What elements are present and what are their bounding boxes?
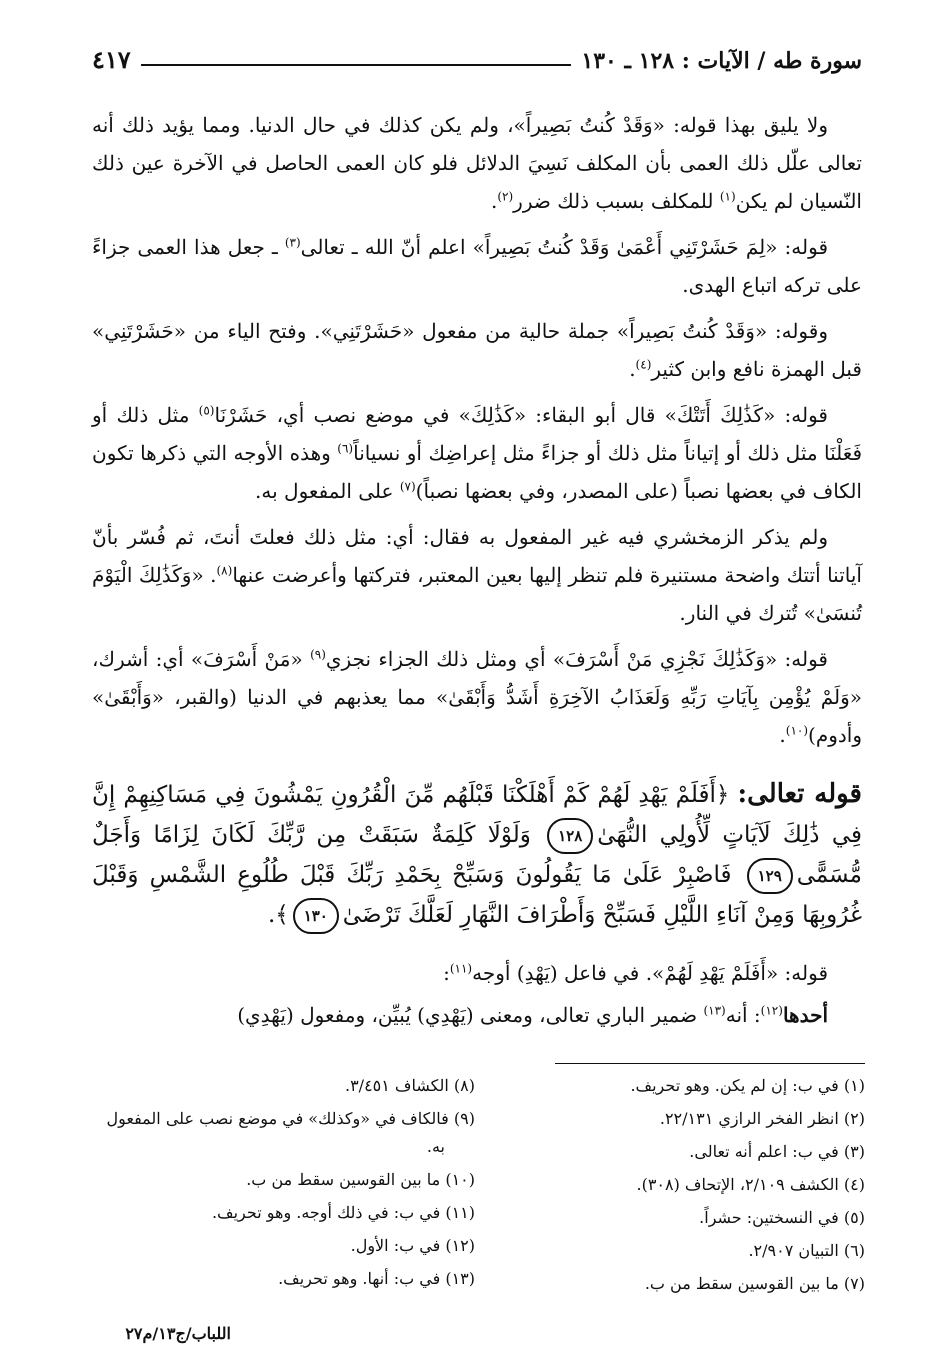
footnote: (١) في ب: إن لم يكن. وهو تحريف. bbox=[630, 1076, 865, 1095]
verse-text: فَاصْبِرْ عَلَىٰ مَا يَقُولُونَ وَسَبِّحْ بِحَمْدِ رَبِّكَ قَبْلَ طُلُوعِ الشَّمْسِ وَقَبْلَ غُرُوبِهَا وَمِنْ آنَاءِ اللَّيْلِ فَسَبِّحْ وَأَطْرَافَ النَّهَارِ لَعَلَّكَ تَرْضَىٰ bbox=[92, 862, 862, 928]
footnotes-right-column bbox=[495, 1072, 865, 1303]
page-number: ٤١٧ bbox=[92, 45, 131, 74]
footnote-ref: (١١) bbox=[449, 961, 473, 976]
verse-text: وَلَوْلَا كَلِمَةٌ سَبَقَتْ مِن رَّبِّكَ لَكَانَ لِزَامًا وَأَجَلٌ مُّسَمًّى bbox=[92, 822, 862, 888]
footnote-ref: (١) bbox=[719, 189, 736, 204]
footnote-ref: (٤) bbox=[635, 357, 652, 372]
paragraph-4: قوله: «كَذَٰلِكَ أَتَتْكَ» قال أبو البقاء: «كَذَٰلِكَ» في موضع نصب أي، حَشَرْنَا$^{(٥)}$ مثل ذلك أو فَعَلْنَا مثل ذلك أو إتياناً مثل ذلك أو جزاءً مثل إعراضِك أو نسياناً$^{(٦)}$ وهذه الأوجه التي ذكرها تكون الكاف في بعضها نصباً (على المصدر، وفي بعضها نصباً)$^{(٧)}$ على المفعول به. bbox=[92, 403, 862, 503]
footnote-ref: (٩) bbox=[310, 647, 326, 662]
signature-mark: اللباب/ج١٣/م٢٧ bbox=[125, 1324, 231, 1343]
paragraph-8: أحدها$^{(١٢)}$: أنه$^{(١٣)}$ ضمير الباري تعالى، ومعنى (يَهْدِي) يُبيِّن، ومفعول (يَهْدِي) bbox=[237, 1003, 828, 1027]
footnote-ref: (٧) bbox=[399, 479, 416, 494]
footnote-ref: (١٢) bbox=[760, 1003, 783, 1018]
footnote: (٢) انظر الفخر الرازي ٢٢/١٣١. bbox=[659, 1109, 865, 1128]
footnote: (٧) ما بين القوسين سقط من ب. bbox=[644, 1274, 865, 1293]
footnote-ref: (٥) bbox=[198, 403, 215, 418]
footnote: (١٣) في ب: أنها. وهو تحريف. bbox=[278, 1269, 475, 1288]
paragraph-3: وقوله: «وَقَدْ كُنتُ بَصِيراً» جملة حالية من مفعول «حَشَرْتَنِي». وفتح الياء من «حَشَرْتَنِي» قبل الهمزة نافع وابن كثير$^{(٤)}$. bbox=[92, 319, 862, 381]
verse-close: ﴾. bbox=[267, 902, 289, 928]
paragraph-7: قوله: «أَفَلَمْ يَهْدِ لَهُمْ». في فاعل (يَهْدِ) أوجه$^{(١١)}$: bbox=[443, 961, 828, 985]
footnote: (٣) في ب: اعلم أنه تعالى. bbox=[689, 1142, 865, 1161]
footnote-ref: (١٠) bbox=[785, 723, 809, 738]
footnote: (١٠) ما بين القوسين سقط من ب. bbox=[246, 1170, 475, 1189]
footnote: (٦) التبيان ٢/٩٠٧. bbox=[748, 1241, 865, 1260]
header-rule bbox=[141, 64, 572, 66]
verse-number-marker: ١٣٠ bbox=[293, 898, 339, 934]
commentary-text bbox=[92, 954, 862, 1038]
footnote-ref: (٢) bbox=[497, 189, 514, 204]
footnote: (٨) الكشاف ٣/٤٥١. bbox=[344, 1076, 475, 1095]
paragraph-2: قوله: «لِمَ حَشَرْتَنِي أَعْمَىٰ وَقَدْ كُنتُ بَصِيراً» اعلم أنّ الله ـ تعالى$^{(٣)}$ ـ جعل هذا العمى جزاءً على تركه اتباع الهدى. bbox=[92, 235, 862, 297]
paragraph-5: ولم يذكر الزمخشري فيه غير المفعول به فقال: أي: مثل ذلك فعلتَ أنتَ، ثم فُسّر بأنّ آياتنا أتتك واضحة مستنيرة فلم تنظر إليها بعين المعتبر، فتركتها وأعرضت عنها$^{(٨)}$. «وَكَذَٰلِكَ الْيَوْمَ تُنسَىٰ» تُترك في النار. bbox=[92, 525, 862, 625]
footnote: (٩) فالكاف في «وكذلك» في موضع نصب على المفعول به. bbox=[106, 1109, 475, 1156]
verse-text: ﴿أَفَلَمْ يَهْدِ لَهُمْ كَمْ أَهْلَكْنَا قَبْلَهُم مِّنَ الْقُرُونِ يَمْشُونَ فِي مَسَاكِنِهِمْ إِنَّ فِي ذَٰلِكَ لَآيَاتٍ لِّأُولِي النُّهَىٰ bbox=[92, 782, 863, 848]
footnote-ref: (٦) bbox=[337, 441, 354, 456]
page-header bbox=[92, 30, 862, 74]
verse-number-marker: ١٢٨ bbox=[547, 818, 593, 854]
quran-verse-block bbox=[92, 774, 862, 935]
footnote: (١١) في ب: في ذلك أوجه. وهو تحريف. bbox=[211, 1203, 475, 1222]
paragraph-6: قوله: «وَكَذَٰلِكَ نَجْزِي مَنْ أَسْرَفَ» أي ومثل ذلك الجزاء نجزي$^{(٩)}$ «مَنْ أَسْرَفَ» أي: أشرك، «وَلَمْ يُؤْمِن بِآيَاتِ رَبِّهِ وَلَعَذَابُ الآخِرَةِ أَشَدُّ وَأَبْقَىٰ» مما يعذبهم في الدنيا (والقبر، «وَأَبْقَىٰ» وأدوم)$^{(١٠)}$. bbox=[92, 647, 862, 747]
footnote-ref: (٨) bbox=[216, 563, 233, 578]
footnotes-left-column bbox=[95, 1072, 475, 1298]
footnote: (٥) في النسختين: حشراً. bbox=[699, 1208, 865, 1227]
footnote-ref: (٣) bbox=[284, 235, 301, 250]
verse-number-marker: ١٢٩ bbox=[747, 858, 793, 894]
paragraph-1: ولا يليق بهذا قوله: «وَقَدْ كُنتُ بَصِيراً»، ولم يكن كذلك في حال الدنيا. ومما يؤيد ذلك أنه تعالى علّل ذلك العمى بأن المكلف نَسِيَ الدلائل فلو كان العمى الحاصل في الآخرة عين ذلك النّسيان لم يكن$^{(١)}$ للمكلف بسبب ذلك ضرر$^{(٢)}$. bbox=[92, 113, 862, 213]
footnote-ref: (١٣) bbox=[703, 1003, 726, 1018]
running-title: سورة طه / الآيات : ١٢٨ ـ ١٣٠ bbox=[581, 48, 862, 74]
section-label: أحدها bbox=[782, 1003, 828, 1027]
main-text bbox=[92, 106, 862, 762]
footnote: (١٢) في ب: الأول. bbox=[350, 1236, 475, 1255]
footnote: (٤) الكشف ٢/١٠٩، الإتحاف (٣٠٨). bbox=[636, 1175, 865, 1194]
verse-intro: قوله تعالى: bbox=[737, 779, 862, 809]
footnote-separator bbox=[555, 1063, 865, 1064]
